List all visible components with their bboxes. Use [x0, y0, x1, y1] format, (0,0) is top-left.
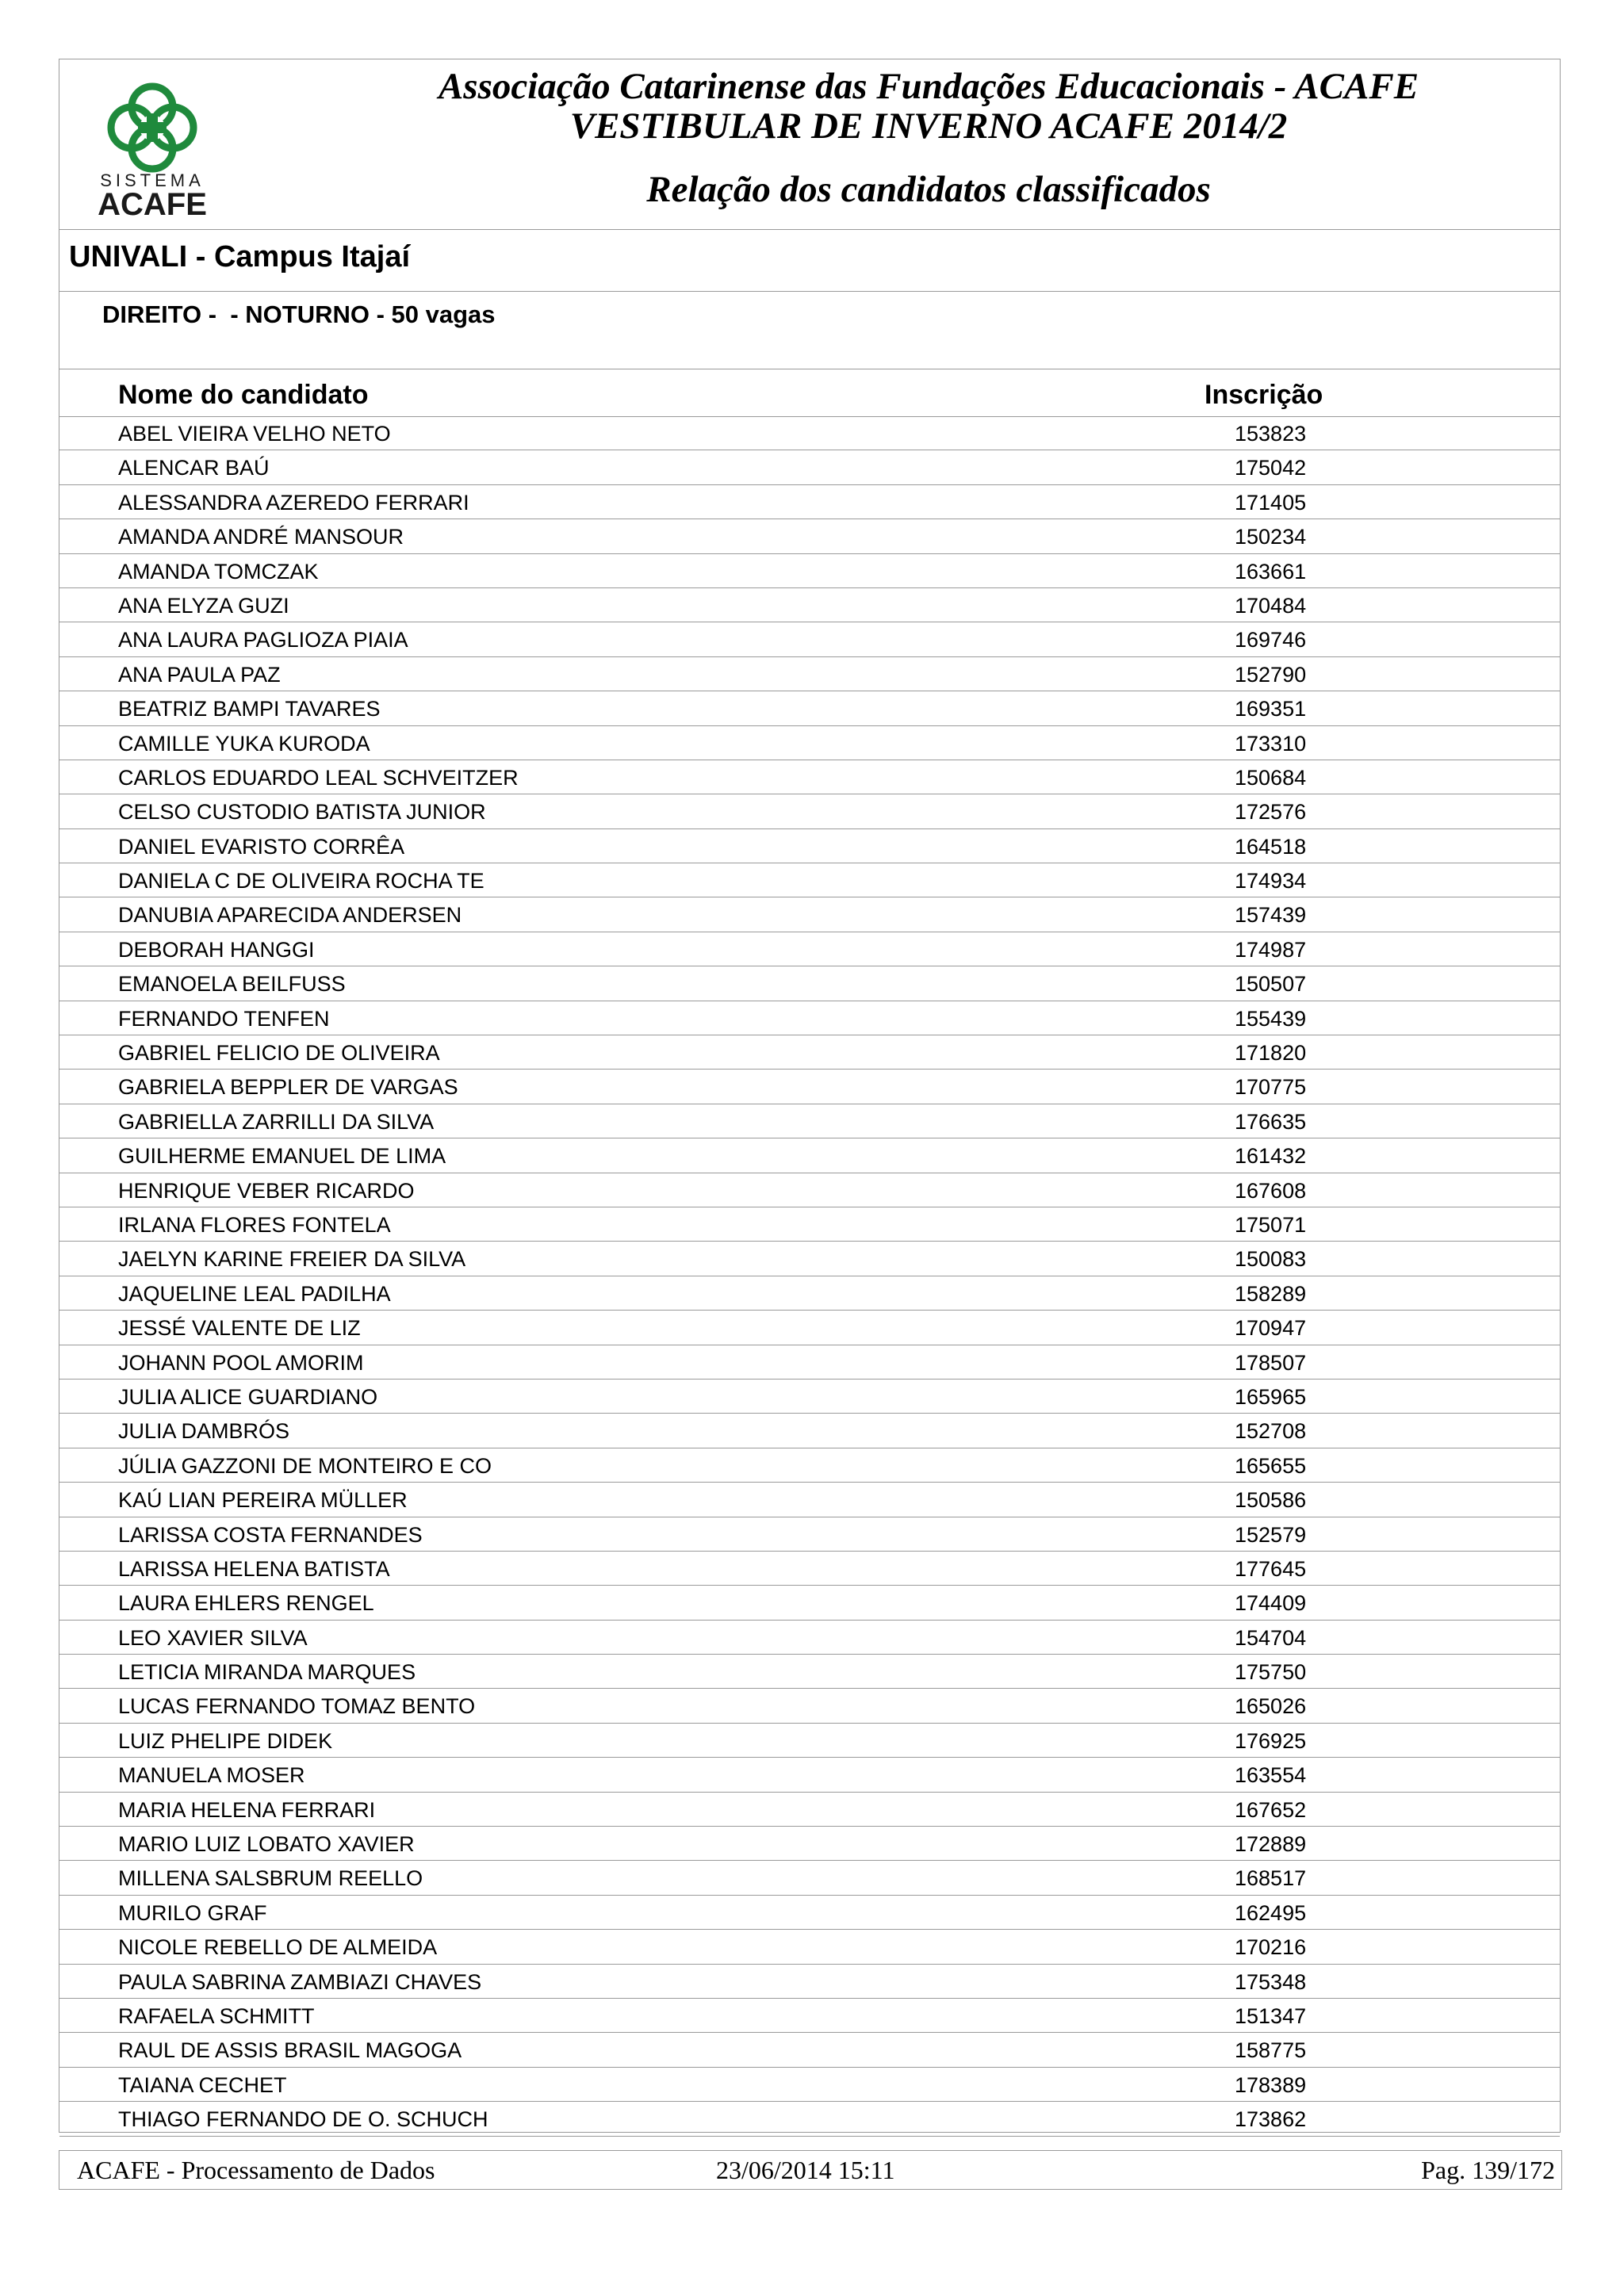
table-row — [59, 2102, 1560, 2136]
candidate-inscricao: 155439 — [1235, 1006, 1307, 1031]
candidate-name: LAURA EHLERS RENGEL — [118, 1591, 374, 1616]
candidate-name: GABRIEL FELICIO DE OLIVEIRA — [118, 1041, 440, 1066]
candidate-name: JÚLIA GAZZONI DE MONTEIRO E CO — [118, 1453, 492, 1478]
candidate-name: LARISSA COSTA FERNANDES — [118, 1522, 423, 1547]
table-row — [59, 1896, 1560, 1930]
candidate-inscricao: 178389 — [1235, 2072, 1307, 2097]
candidate-name: HENRIQUE VEBER RICARDO — [118, 1178, 415, 1203]
candidate-name: JULIA DAMBRÓS — [118, 1419, 290, 1444]
candidate-name: JOHANN POOL AMORIM — [118, 1350, 364, 1375]
candidate-name: IRLANA FLORES FONTELA — [118, 1212, 391, 1237]
candidate-inscricao: 164518 — [1235, 834, 1307, 859]
candidate-inscricao: 158289 — [1235, 1281, 1307, 1306]
candidate-inscricao: 158775 — [1235, 2038, 1307, 2063]
table-row — [59, 450, 1560, 484]
candidate-inscricao: 150684 — [1235, 765, 1307, 790]
candidate-inscricao: 151347 — [1235, 2003, 1307, 2028]
table-row — [59, 794, 1560, 828]
candidate-inscricao: 168517 — [1235, 1866, 1307, 1891]
candidate-name: ABEL VIEIRA VELHO NETO — [118, 422, 391, 446]
table-row — [59, 1448, 1560, 1483]
candidate-name: GUILHERME EMANUEL DE LIMA — [118, 1144, 446, 1169]
table-row — [59, 1242, 1560, 1276]
candidate-name: BEATRIZ BAMPI TAVARES — [118, 697, 381, 721]
candidate-name: AMANDA ANDRÉ MANSOUR — [118, 525, 404, 549]
table-row — [59, 2033, 1560, 2067]
candidate-inscricao: 170484 — [1235, 593, 1307, 618]
table-row — [59, 1758, 1560, 1792]
institution-title: Associação Catarinense das Fundações Educacionais - ACAFE — [438, 66, 1419, 107]
candidate-inscricao: 167652 — [1235, 1797, 1307, 1822]
candidate-name: LUIZ PHELIPE DIDEK — [118, 1728, 333, 1753]
svg-text:ACAFE: ACAFE — [98, 187, 207, 220]
candidate-inscricao: 170216 — [1235, 1935, 1307, 1960]
page-footer — [59, 2150, 1562, 2190]
table-row — [59, 657, 1560, 691]
candidate-inscricao: 150083 — [1235, 1247, 1307, 1272]
candidate-name: LARISSA HELENA BATISTA — [118, 1556, 390, 1581]
course-row — [59, 291, 1560, 369]
candidate-inscricao: 176925 — [1235, 1728, 1307, 1753]
table-row — [59, 760, 1560, 794]
table-row — [59, 1552, 1560, 1586]
candidate-name: DANIEL EVARISTO CORRÊA — [118, 834, 405, 859]
table-row — [59, 1655, 1560, 1689]
table-row — [59, 1861, 1560, 1895]
candidate-inscricao: 171405 — [1235, 490, 1307, 515]
candidate-inscricao: 170775 — [1235, 1075, 1307, 1100]
candidate-name: TAIANA CECHET — [118, 2072, 287, 2097]
table-row — [59, 1380, 1560, 1414]
candidate-name: DANIELA C DE OLIVEIRA ROCHA TE — [118, 869, 485, 894]
document-page — [59, 59, 1561, 2133]
candidate-inscricao: 176635 — [1235, 1109, 1307, 1134]
candidate-inscricao: 169351 — [1235, 697, 1307, 721]
table-row — [59, 691, 1560, 725]
table-row — [59, 932, 1560, 966]
candidate-inscricao: 175071 — [1235, 1212, 1307, 1237]
table-row — [59, 2068, 1560, 2102]
table-row — [59, 416, 1560, 450]
candidate-inscricao: 163661 — [1235, 559, 1307, 584]
candidate-inscricao: 174409 — [1235, 1591, 1307, 1616]
candidate-name: JAELYN KARINE FREIER DA SILVA — [118, 1247, 466, 1272]
campus-name: UNIVALI - Campus Itajaí — [69, 240, 411, 274]
candidate-name: RAFAELA SCHMITT — [118, 2003, 315, 2028]
campus-row — [59, 229, 1560, 292]
candidates-table — [59, 416, 1560, 2137]
candidate-inscricao: 163554 — [1235, 1763, 1307, 1788]
candidate-name: ALENCAR BAÚ — [118, 456, 270, 480]
candidate-name: THIAGO FERNANDO DE O. SCHUCH — [118, 2107, 488, 2132]
candidate-name: MURILO GRAF — [118, 1900, 267, 1925]
candidate-inscricao: 162495 — [1235, 1900, 1307, 1925]
candidate-name: LUCAS FERNANDO TOMAZ BENTO — [118, 1694, 476, 1719]
candidate-name: ALESSANDRA AZEREDO FERRARI — [118, 490, 469, 515]
table-row — [59, 1345, 1560, 1380]
candidate-name: ANA PAULA PAZ — [118, 662, 281, 687]
table-row — [59, 1311, 1560, 1345]
candidate-name: MANUELA MOSER — [118, 1763, 305, 1788]
candidate-inscricao: 178507 — [1235, 1350, 1307, 1375]
table-row — [59, 622, 1560, 656]
candidate-inscricao: 175042 — [1235, 456, 1307, 480]
candidate-inscricao: 172576 — [1235, 800, 1307, 825]
table-row — [59, 726, 1560, 760]
candidate-inscricao: 152579 — [1235, 1522, 1307, 1547]
candidate-name: FERNANDO TENFEN — [118, 1006, 330, 1031]
table-row — [59, 588, 1560, 622]
table-row — [59, 1999, 1560, 2033]
candidate-inscricao: 150234 — [1235, 525, 1307, 549]
candidate-inscricao: 152708 — [1235, 1419, 1307, 1444]
candidate-inscricao: 171820 — [1235, 1041, 1307, 1066]
table-row — [59, 829, 1560, 863]
candidate-inscricao: 170947 — [1235, 1316, 1307, 1341]
table-row — [59, 1724, 1560, 1758]
table-row — [59, 1621, 1560, 1655]
table-row — [59, 1517, 1560, 1552]
candidate-inscricao: 165655 — [1235, 1453, 1307, 1478]
candidate-name: RAUL DE ASSIS BRASIL MAGOGA — [118, 2038, 462, 2063]
candidate-inscricao: 150586 — [1235, 1488, 1307, 1513]
table-header — [59, 369, 1560, 417]
acafe-logo — [77, 69, 228, 220]
candidate-inscricao: 174934 — [1235, 869, 1307, 894]
candidate-inscricao: 175348 — [1235, 1969, 1307, 1994]
exam-title: VESTIBULAR DE INVERNO ACAFE 2014/2 — [569, 105, 1288, 147]
table-row — [59, 1001, 1560, 1035]
candidate-name: CARLOS EDUARDO LEAL SCHVEITZER — [118, 765, 519, 790]
table-row — [59, 1827, 1560, 1861]
candidate-inscricao: 153823 — [1235, 422, 1307, 446]
candidate-name: CELSO CUSTODIO BATISTA JUNIOR — [118, 800, 486, 825]
footer-source: ACAFE - Processamento de Dados — [77, 2156, 435, 2184]
table-row — [59, 1138, 1560, 1173]
candidate-inscricao: 172889 — [1235, 1832, 1307, 1857]
svg-text:SISTEMA: SISTEMA — [100, 170, 205, 190]
candidate-inscricao: 177645 — [1235, 1556, 1307, 1581]
candidate-name: AMANDA TOMCZAK — [118, 559, 319, 584]
table-row — [59, 863, 1560, 897]
candidate-inscricao: 150507 — [1235, 972, 1307, 997]
candidate-name: NICOLE REBELLO DE ALMEIDA — [118, 1935, 438, 1960]
candidate-name: LEO XAVIER SILVA — [118, 1625, 308, 1650]
table-row — [59, 1035, 1560, 1070]
candidate-name: ANA LAURA PAGLIOZA PIAIA — [118, 628, 408, 652]
list-title: Relação dos candidatos classificados — [646, 169, 1211, 210]
candidate-name: MARIO LUIZ LOBATO XAVIER — [118, 1832, 415, 1857]
candidate-inscricao: 173310 — [1235, 731, 1307, 756]
candidate-inscricao: 154704 — [1235, 1625, 1307, 1650]
candidate-name: PAULA SABRINA ZAMBIAZI CHAVES — [118, 1969, 482, 1994]
document-header — [59, 59, 1560, 230]
candidate-inscricao: 173862 — [1235, 2107, 1307, 2132]
candidate-name: DEBORAH HANGGI — [118, 937, 315, 962]
table-row — [59, 1173, 1560, 1207]
course-name: DIREITO - - NOTURNO - 50 vagas — [102, 300, 496, 328]
candidate-name: JESSÉ VALENTE DE LIZ — [118, 1316, 361, 1341]
column-header-inscricao: Inscrição — [1205, 380, 1323, 410]
candidate-name: MILLENA SALSBRUM REELLO — [118, 1866, 423, 1891]
table-row — [59, 1104, 1560, 1138]
table-row — [59, 1965, 1560, 1999]
candidate-inscricao: 169746 — [1235, 628, 1307, 652]
candidate-inscricao: 167608 — [1235, 1178, 1307, 1203]
table-row — [59, 1414, 1560, 1448]
column-header-name: Nome do candidato — [118, 380, 369, 410]
candidate-name: CAMILLE YUKA KURODA — [118, 731, 370, 756]
table-row — [59, 1207, 1560, 1242]
footer-datetime: 23/06/2014 15:11 — [716, 2156, 895, 2184]
candidate-name: LETICIA MIRANDA MARQUES — [118, 1660, 416, 1685]
table-row — [59, 519, 1560, 553]
candidate-inscricao: 165026 — [1235, 1694, 1307, 1719]
footer-page-number: Pag. 139/172 — [1421, 2156, 1555, 2184]
candidate-inscricao: 174987 — [1235, 937, 1307, 962]
candidate-name: GABRIELLA ZARRILLI DA SILVA — [118, 1109, 435, 1134]
table-row — [59, 1070, 1560, 1104]
table-row — [59, 1930, 1560, 1964]
candidate-inscricao: 152790 — [1235, 662, 1307, 687]
candidate-name: JAQUELINE LEAL PADILHA — [118, 1281, 391, 1306]
candidate-inscricao: 175750 — [1235, 1660, 1307, 1685]
table-row — [59, 1586, 1560, 1620]
candidate-inscricao: 161432 — [1235, 1144, 1307, 1169]
table-row — [59, 1793, 1560, 1827]
candidate-name: JULIA ALICE GUARDIANO — [118, 1384, 378, 1409]
table-row — [59, 1483, 1560, 1517]
candidate-name: KAÚ LIAN PEREIRA MÜLLER — [118, 1488, 408, 1513]
candidate-name: ANA ELYZA GUZI — [118, 593, 289, 618]
candidate-name: GABRIELA BEPPLER DE VARGAS — [118, 1075, 458, 1100]
candidate-inscricao: 157439 — [1235, 903, 1307, 928]
table-row — [59, 1276, 1560, 1311]
table-row — [59, 1689, 1560, 1723]
candidate-name: DANUBIA APARECIDA ANDERSEN — [118, 903, 462, 928]
table-row — [59, 897, 1560, 932]
table-row — [59, 966, 1560, 1001]
candidate-inscricao: 165965 — [1235, 1384, 1307, 1409]
table-row — [59, 554, 1560, 588]
candidate-name: MARIA HELENA FERRARI — [118, 1797, 376, 1822]
candidate-name: EMANOELA BEILFUSS — [118, 972, 346, 997]
table-row — [59, 485, 1560, 519]
